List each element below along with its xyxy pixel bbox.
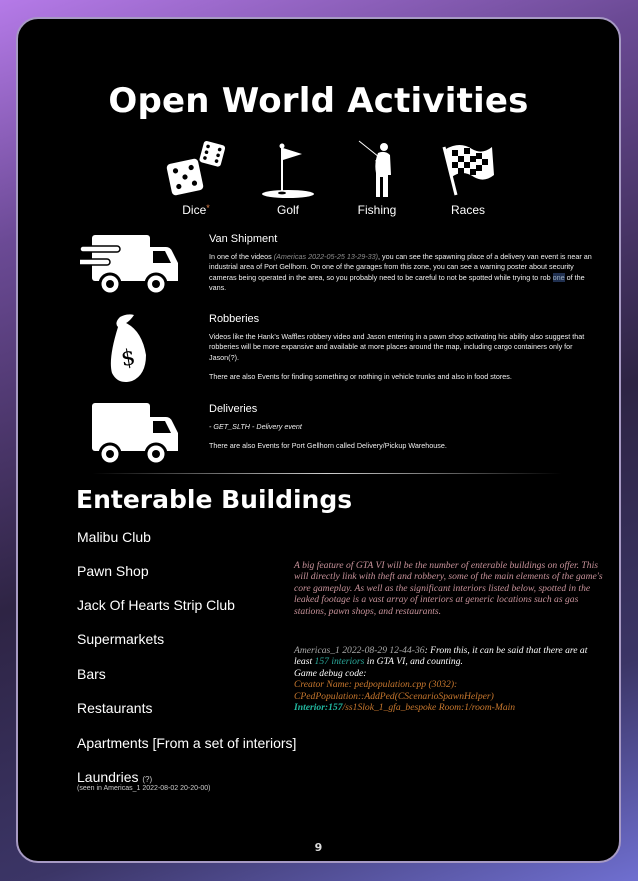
- building-item-laundries: Laundries (?): [77, 769, 153, 785]
- debug-event-code: - GET_SLTH - Delivery event: [209, 422, 302, 431]
- debug-label: Game debug code:: [294, 667, 367, 679]
- building-item: Jack Of Hearts Strip Club: [77, 597, 235, 613]
- activity-label: Fishing: [357, 203, 397, 217]
- feature-text: There are also Events for Port Gellhorn called Delivery/Pickup Warehouse.: [209, 441, 447, 451]
- feature-title: Deliveries: [209, 403, 258, 415]
- fisherman-icon: [347, 139, 407, 199]
- building-item: Supermarkets: [77, 631, 165, 647]
- uncertain-marker: (?): [142, 775, 153, 784]
- activity-fishing: [337, 139, 417, 217]
- activity-golf: [248, 139, 328, 217]
- feature-text: There are also Events for finding something or nothing in vehicle trunks and also in food stores.: [209, 371, 512, 381]
- text-selection: one: [552, 272, 565, 282]
- video-reference: Americas_1 2022-08-29 12-44-36: [294, 645, 425, 656]
- feature-title: Van Shipment: [209, 233, 278, 245]
- svg-text:$: $: [119, 344, 138, 373]
- building-note: (seen in Americas_1 2022-08-02 20-20-00): [77, 785, 211, 792]
- building-item: Apartments [From a set of interiors]: [77, 735, 297, 751]
- building-item: Restaurants: [77, 700, 153, 716]
- activity-label: Races: [450, 203, 485, 217]
- building-item: Bars: [77, 666, 106, 682]
- enterable-intro: A big feature of GTA VI will be the number of enterable buildings on offer. This will directly link with theft and robbery, some of the main elements of the game's core gameplay. As well as the significant interiors listed below, spotted in the leaked footage is a vast array of interiors at generic locations such as gas stations, pawn shops, and restaurants.: [294, 560, 603, 617]
- building-item: Pawn Shop: [77, 563, 149, 579]
- section-heading: Enterable Buildings: [76, 485, 353, 514]
- golf-flag-icon: [258, 139, 318, 199]
- dice-icon: [163, 139, 229, 199]
- activity-label: Dice: [182, 203, 207, 217]
- activity-label: Golf: [276, 203, 299, 217]
- video-reference: (Americas 2022-05-25 13-29-33): [273, 252, 379, 261]
- fast-delivery-van-icon: [80, 233, 190, 301]
- feature-text: In one of the videos (Americas 2022-05-25 13-29-33), you can see the spawning place of a delivery van event is near an industrial area of Port Gellhorn. On one of the garages from this zone, you can see a warning poster about security cameras being operated in the area, so you probably need to be careful to not be spotted while trying to rob one of the vans.: [209, 252, 592, 292]
- feature-title: Robberies: [209, 313, 260, 325]
- asterisk-marker: *: [206, 203, 210, 213]
- page-number: 9: [314, 841, 323, 854]
- interiors-evidence: Americas_1 2022-08-29 12-44-36: From this, it can be said that there are at least 157 interiors in GTA VI, and counting. Game debug code: Creator Name: pedpopulation.cpp (3032): CPedPopulation::AddPed(CScenarioSpawnHelper) Interior:157/ss1Slok_1_gfa_bespoke Room:1/room-Main: [294, 645, 588, 714]
- page-title: Open World Activities: [108, 81, 529, 121]
- money-bag-icon: [80, 313, 190, 387]
- delivery-truck-icon: [80, 403, 190, 471]
- checkered-flag-icon: [438, 139, 498, 199]
- debug-line: Creator Name: pedpopulation.cpp (3032):: [294, 679, 458, 691]
- debug-line: /ss1Slok_1_gfa_bespoke Room:1/room-Main: [342, 702, 516, 714]
- feature-text: Videos like the Hank's Waffles robbery video and Jason entering in a pawn shop activating his ability also suggest that robberies will be more expansive and available at more places around the map, including cargo containers only for Jason(?).: [209, 332, 585, 362]
- debug-line: CPedPopulation::AddPed(CScenarioSpawnHelper): [294, 690, 494, 702]
- debug-interior-id: Interior:157: [294, 702, 343, 714]
- interior-count: 157 interiors: [314, 656, 365, 668]
- activity-dice: [156, 139, 236, 217]
- activity-races: [428, 139, 508, 217]
- page-card: [16, 17, 621, 863]
- building-item: Malibu Club: [77, 529, 151, 545]
- activities-row: [146, 139, 516, 234]
- section-divider: [92, 473, 562, 474]
